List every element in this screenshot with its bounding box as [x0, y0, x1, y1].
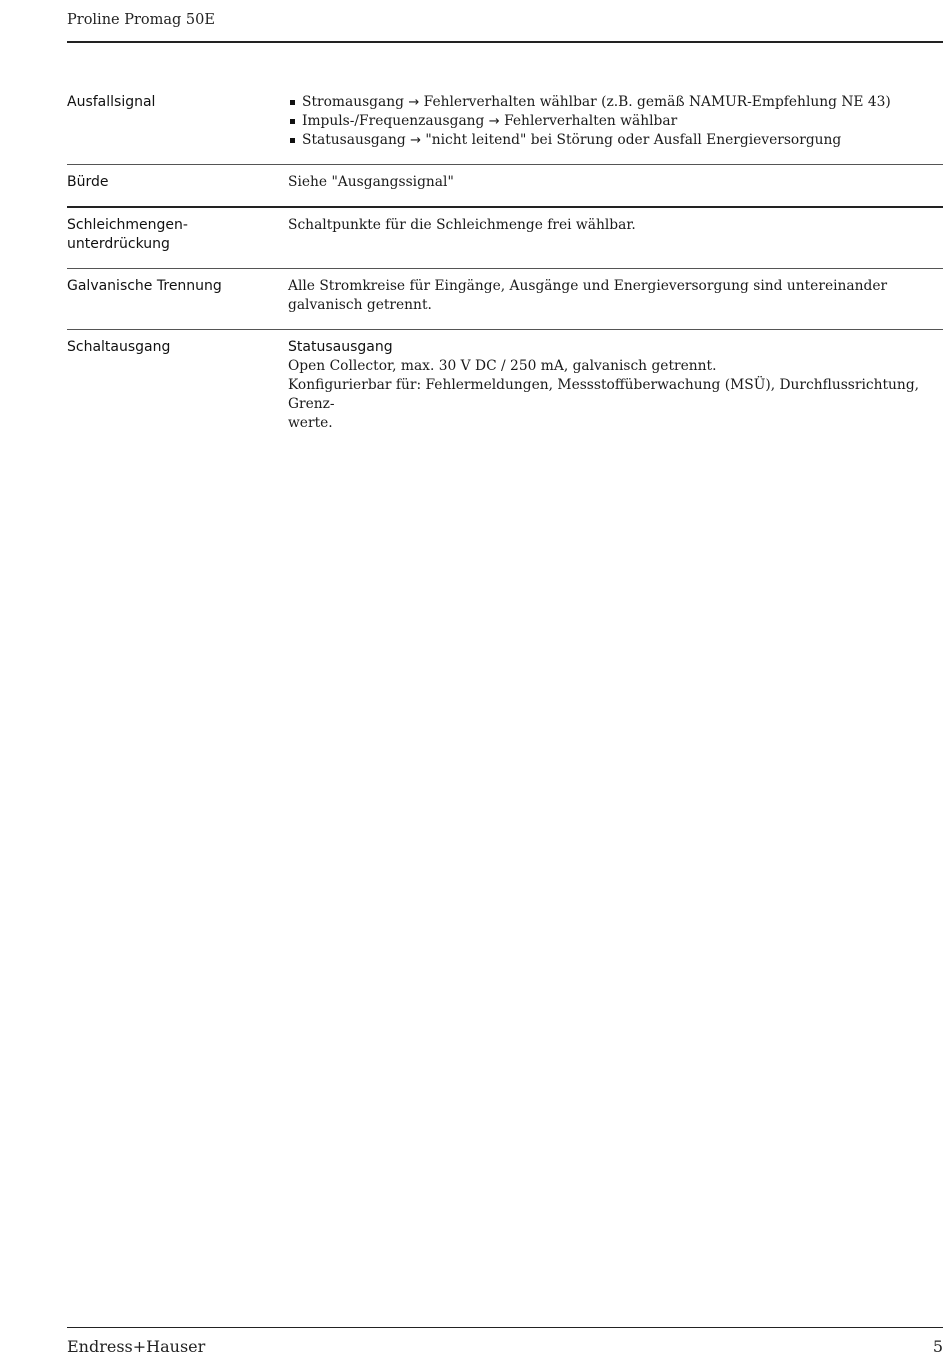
row-content	[288, 338, 943, 433]
row-label: Bürde	[67, 174, 109, 190]
square-bullet-icon	[290, 119, 295, 124]
right-arrow-icon: →	[408, 95, 420, 110]
item-text-pre: Stromausgang	[302, 94, 409, 110]
list-item	[288, 93, 943, 112]
page-number: 5	[932, 1337, 943, 1356]
row-galvanisch	[67, 277, 943, 329]
row-divider	[67, 268, 943, 269]
row-content	[288, 216, 943, 254]
item-text-post: "nicht leitend" bei Störung oder Ausfall Energieversorgung	[421, 132, 842, 148]
row-label: Ausfallsignal	[67, 94, 156, 110]
footer-rule	[67, 1327, 943, 1328]
row-label: Schaltausgang	[67, 339, 171, 355]
row-divider	[67, 206, 943, 208]
row-content: Siehe "Ausgangssignal"	[288, 174, 454, 190]
text-line: Konfigurierbar für: Fehlermeldungen, Messstoffüberwachung (MSÜ), Durchflussrichtung, Grenz-	[288, 377, 920, 412]
item-text-post: Fehlerverhalten wählbar (z.B. gemäß NAMUR-Empfehlung NE 43)	[419, 94, 891, 110]
row-content: Alle Stromkreise für Eingänge, Ausgänge und Energieversorgung sind untereinander galvanisch getrennt.	[288, 278, 888, 313]
bullet-list	[288, 93, 943, 150]
spec-table	[67, 93, 943, 433]
right-arrow-icon: →	[410, 133, 421, 148]
row-divider	[67, 329, 943, 330]
row-text: Schaltpunkte für die Schleichmenge frei wählbar.	[288, 217, 636, 233]
item-text-pre: Impuls-/Frequenzausgang	[302, 113, 489, 129]
right-arrow-icon: →	[488, 114, 500, 129]
item-text-post: Fehlerverhalten wählbar	[499, 113, 678, 129]
row-label	[67, 216, 277, 254]
row-schaltausgang	[67, 338, 943, 433]
row-content	[288, 93, 943, 150]
row-divider	[67, 164, 943, 165]
text-line: Open Collector, max. 30 V DC / 250 mA, galvanisch getrennt.	[288, 358, 717, 374]
square-bullet-icon	[290, 138, 295, 143]
subheading: Statusausgang	[288, 339, 393, 355]
footer-brand: Endress+Hauser	[67, 1337, 206, 1356]
item-text-pre: Statusausgang	[302, 132, 411, 148]
row-schleichmengen	[67, 216, 943, 268]
row-buerde	[67, 173, 943, 206]
list-item	[288, 131, 943, 150]
text-line: werte.	[288, 415, 333, 431]
square-bullet-icon	[290, 100, 295, 105]
list-item	[288, 112, 943, 131]
label-line: unterdrückung	[67, 236, 170, 252]
row-label: Galvanische Trennung	[67, 278, 222, 294]
header-rule	[67, 41, 943, 43]
page-header-title: Proline Promag 50E	[67, 12, 215, 28]
label-line: Schleichmengen-	[67, 217, 188, 233]
row-ausfallsignal	[67, 93, 943, 164]
